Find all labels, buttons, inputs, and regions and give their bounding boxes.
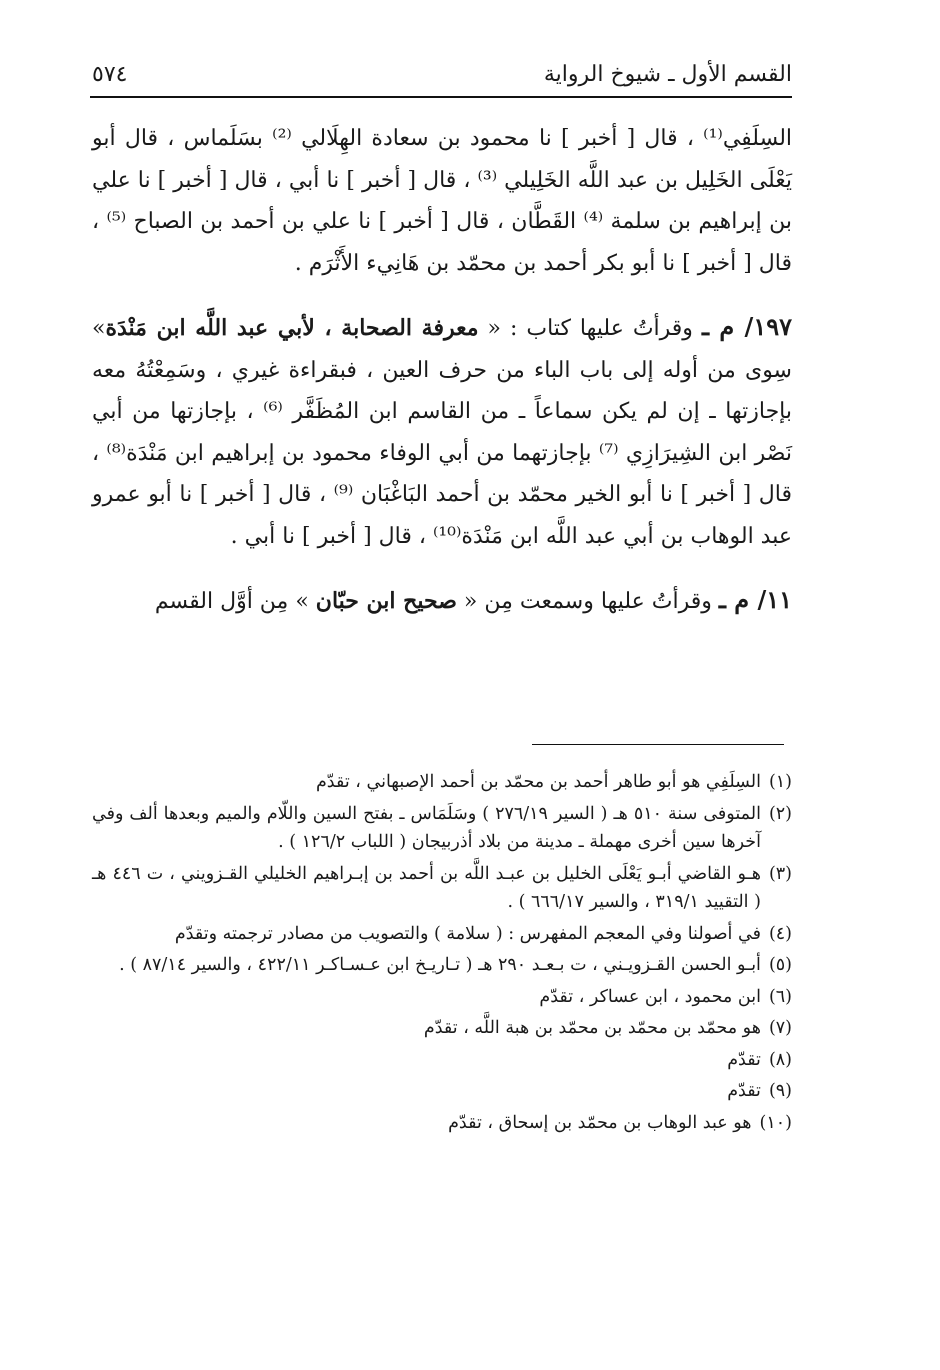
footnote-text: أبـو الحسن القـزويـني ، ت بـعـد ٢٩٠ هـ ( تـاريـخ ابن عـسـاكـر ٤٢٢/١١ ، والسير ٨٧/١٤ ) . [119, 955, 761, 975]
footnote-number: (٣) [768, 863, 792, 884]
footnote-text: هو عبد الوهاب بن محمّد بن إسحاق ، تقدّم [448, 1112, 752, 1133]
footnote [92, 1014, 792, 1043]
footnote [92, 920, 792, 949]
footnote-number: (٢) [768, 803, 792, 824]
paragraph-continuation: السِلَفِي⁽¹⁾ ، قال [ أخبر ] نا محمود بن سعادة الهِلَالي ⁽²⁾ بسَلَماس ، قال أبو يَعْلَى الخَلِيل بن عبد اللَّه الخَلِيلي ⁽³⁾ ، قال [ أخبر ] نا أبي ، قال [ أخبر ] نا علي بن إبراهيم بن سلمة ⁽⁴⁾ القَطَّان ، قال [ أخبر ] نا علي بن أحمد بن الصباح ⁽⁵⁾ ، قال [ أخبر ] نا أبو بكر أحمد بن محمّد بن هَانِيء الأَثْرَم . [92, 126, 793, 276]
footnote-separator [532, 744, 784, 745]
footnote-number: (٦) [768, 986, 792, 1007]
footnote [92, 768, 792, 797]
footnotes [92, 768, 792, 1140]
main-text [92, 118, 792, 645]
header-rule [90, 96, 792, 98]
book-title: معرفة الصحابة ، لأبي عبد اللَّه ابن مَنْدَة [105, 315, 479, 341]
paragraph-lead: وقرأتُ عليها كتاب : « [478, 316, 702, 341]
footnote [92, 983, 792, 1012]
footnote-number: (١٠) [759, 1112, 792, 1133]
paragraph-entry-11 [92, 579, 792, 623]
paragraph-lead: وقرأتُ عليها وسمعت مِن « [456, 589, 719, 614]
footnote-text: المتوفى سنة ٥١٠ هـ ( السير ٢٧٦/١٩ ) وسَلَمَاس ـ بفتح السين واللّام والميم وبعدها ألف وفي آخرها سين أخرى مهملة ـ مدينة من بلاد أذربيجان ( اللباب ١٢٦/٢ ) . [92, 803, 761, 852]
footnote-text: تقدّم [727, 1049, 761, 1070]
footnote-number: (٥) [768, 955, 792, 975]
page-number: ٥٧٤ [92, 61, 128, 87]
book-title: صحيح ابن حبّان [315, 588, 457, 614]
footnote-number: (٤) [768, 923, 792, 944]
footnote [92, 951, 792, 980]
footnote [92, 860, 792, 917]
paragraph-entry-197 [92, 306, 792, 557]
running-title: القسم الأول ـ شيوخ الرواية [543, 61, 792, 87]
footnote-number: (٩) [768, 1081, 792, 1101]
footnote [92, 800, 792, 857]
footnote [92, 1046, 792, 1075]
footnote-text: هو محمّد بن محمّد بن محمّد بن هبة اللَّه ، تقدّم [423, 1018, 761, 1038]
entry-number: ١٩٧/ م ـ [701, 312, 792, 341]
footnote-text: ابن محمود ، ابن عساكر ، تقدّم [539, 986, 761, 1007]
footnote-text: تقدّم [727, 1081, 761, 1101]
running-head [92, 54, 792, 94]
footnote-text: هـو القاضي أبـو يَعْلَى الخليل بن عبـد اللَّه بن أحمد بن إبـراهيم الخليلي القـزويني ، ت ٤٤٦ هـ ( التقييد ٣١٩/١ ، والسير ٦٦٦/١٧ ) . [92, 863, 761, 912]
paragraph-text: » مِن أوَّل القسم [154, 589, 316, 614]
footnote [92, 1077, 792, 1106]
footnote-number: (٨) [768, 1049, 792, 1070]
footnote-number: (٧) [768, 1018, 792, 1038]
footnote-number: (١) [768, 772, 792, 792]
footnote-text: السِلَفِي هو أبو طاهر أحمد بن محمّد بن أحمد الإصبهاني ، تقدّم [315, 772, 761, 792]
footnote-text: في أصولنا وفي المعجم المفهرس : ( سلامة ) والتصويب من مصادر ترجمته وتقدّم [174, 923, 761, 944]
footnote [92, 1109, 792, 1138]
entry-number: ١١/ م ـ [718, 585, 792, 614]
paragraph-text: » سِوى من أوله إلى باب الباء من حرف العين ، فبقراءة غيري ، وسَمِعْتُهُ معه بإجازتها ـ إن لم يكن سماعاً ـ من القاسم ابن المُظَفَّر ⁽⁶⁾ ، بإجازتها من أبي نَصْر ابن الشِيرَازِي ⁽⁷⁾ بإجازتهما من أبي الوفاء محمود بن إبراهيم ابن مَنْدَة⁽⁸⁾ ، قال [ أخبر ] نا أبو الخير محمّد بن أحمد البَاغْبَان ⁽⁹⁾ ، قال [ أخبر ] نا أبو عمرو عبد الوهاب بن أبي عبد اللَّه ابن مَنْدَة⁽¹⁰⁾ ، قال [ أخبر ] نا أبي . [92, 316, 793, 549]
